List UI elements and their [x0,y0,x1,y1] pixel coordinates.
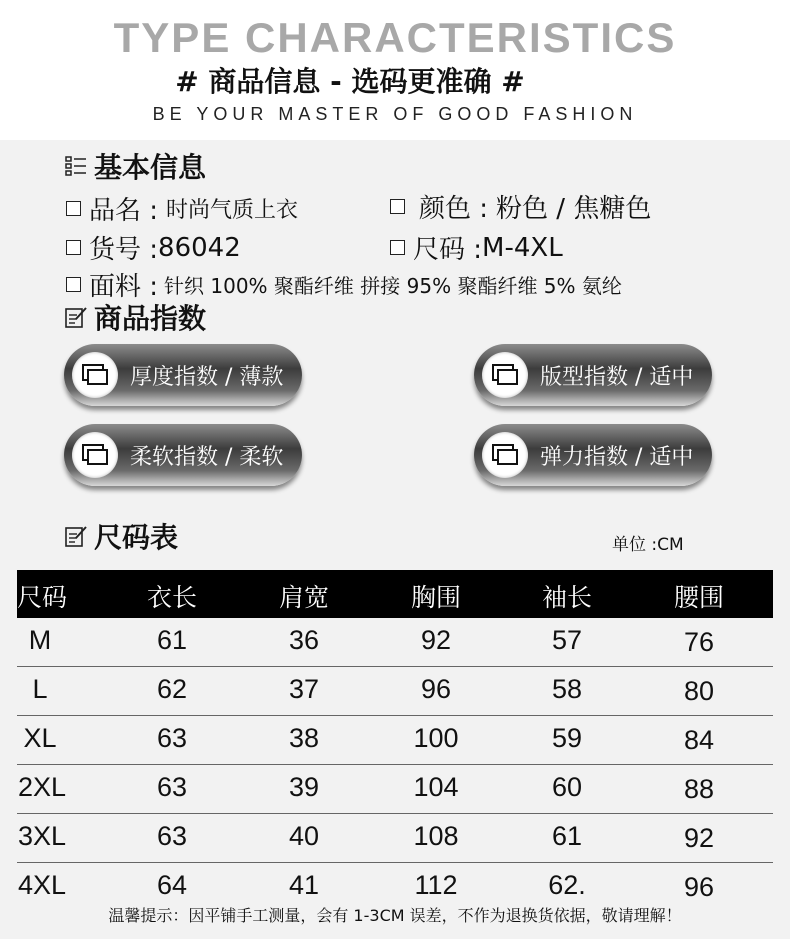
title-english: TYPE CHARACTERISTICS [113,14,677,61]
table-cell: 3XL [18,821,67,851]
table-cell: 63 [156,821,188,851]
col-header: 肩宽 [278,583,329,612]
basic-info-title: 基本信息 [94,151,207,184]
table-cell: M [28,625,52,655]
col-header: 尺码 [17,583,68,612]
checkbox-icon [390,199,405,214]
table-cell: 41 [288,870,320,900]
table-cell: 84 [683,725,715,755]
table-cell: 63 [156,772,188,802]
table-cell: 92 [683,823,715,853]
table-cell: L [32,674,48,704]
window-icon [482,432,528,478]
window-icon [72,432,118,478]
index-title: 商品指数 [94,302,207,335]
table-cell: 63 [156,723,188,753]
col-header: 胸围 [410,583,461,612]
slogan: BE YOUR MASTER OF GOOD FASHION [152,104,638,124]
table-cell: 39 [288,772,320,802]
row-divider [17,715,773,716]
size-table-header [17,570,773,618]
edit-note-icon [64,524,88,548]
edit-note-icon [64,305,88,329]
col-header: 袖长 [541,583,592,612]
fit-index-pill [474,344,712,406]
color-value: 粉色 / 焦糖色 [496,194,652,224]
table-cell: 57 [551,625,583,655]
color-label: 颜色 : [419,194,489,224]
table-cell: 96 [683,872,715,902]
table-cell: 40 [288,821,320,851]
header-banner [0,0,790,140]
list-icon [64,154,88,178]
code-value: 86042 [158,232,241,263]
code-label: 货号 : [89,235,159,265]
table-cell: 80 [683,676,715,706]
table-cell: 61 [156,625,188,655]
info-color [390,188,651,225]
window-icon [72,352,118,398]
table-cell: 92 [420,625,452,655]
table-cell: 64 [156,870,188,900]
size-table-heading [64,516,178,556]
table-cell: 108 [413,821,459,851]
pill-text: 弹力指数 / 适中 [540,444,694,470]
window-icon [482,352,528,398]
elasticity-index-pill [474,424,712,486]
table-cell: 62. [548,870,586,900]
thickness-index-pill [64,344,302,406]
index-heading [64,297,206,337]
table-cell: 59 [551,723,583,753]
info-name [66,190,298,227]
checkbox-icon [66,201,81,216]
softness-index-pill [64,424,302,486]
pill-text: 版型指数 / 适中 [540,364,694,390]
row-divider [17,764,773,765]
pill-text: 厚度指数 / 薄款 [130,364,284,390]
checkbox-icon [390,240,405,255]
table-cell: 37 [288,674,320,704]
table-cell: 62 [156,674,188,704]
table-cell: 36 [288,625,320,655]
table-cell: 2XL [18,772,67,802]
table-cell: 4XL [18,870,67,900]
table-cell: 58 [551,674,583,704]
table-cell: 76 [683,627,715,657]
table-cell: 100 [413,723,459,753]
title-chinese: # 商品信息 - 选码更准确 # [175,65,525,98]
table-cell: 112 [414,870,458,900]
checkbox-icon [66,277,81,292]
name-value: 时尚气质上衣 [166,198,299,223]
table-cell: 60 [551,772,583,802]
info-size [390,229,563,266]
fabric-value: 针织 100% 聚酯纤维 拼接 95% 聚酯纤维 5% 氨纶 [164,274,622,298]
size-table-title: 尺码表 [94,521,179,554]
table-cell: 61 [551,821,583,851]
table-cell: 96 [420,674,452,704]
table-cell: 38 [288,723,320,753]
pill-text: 柔软指数 / 柔软 [130,444,284,470]
row-divider [17,666,773,667]
name-label: 品名 : [89,196,159,226]
checkbox-icon [66,240,81,255]
table-cell: XL [23,723,57,753]
basic-info-heading [64,146,206,186]
size-label: 尺码 : [413,235,483,265]
table-cell: 88 [683,774,715,804]
fabric-label: 面料 : [89,272,159,302]
col-header: 衣长 [146,583,197,612]
col-header: 腰围 [673,583,724,612]
table-cell: 104 [413,772,459,802]
unit-label: 单位 :CM [612,535,684,555]
row-divider [17,813,773,814]
info-code [66,229,241,266]
row-divider [17,862,773,863]
measurement-note: 温馨提示：因平铺手工测量，会有 1-3CM 误差，不作为退换货依据，敬请理解！ [108,906,682,925]
size-value: M-4XL [482,232,563,263]
